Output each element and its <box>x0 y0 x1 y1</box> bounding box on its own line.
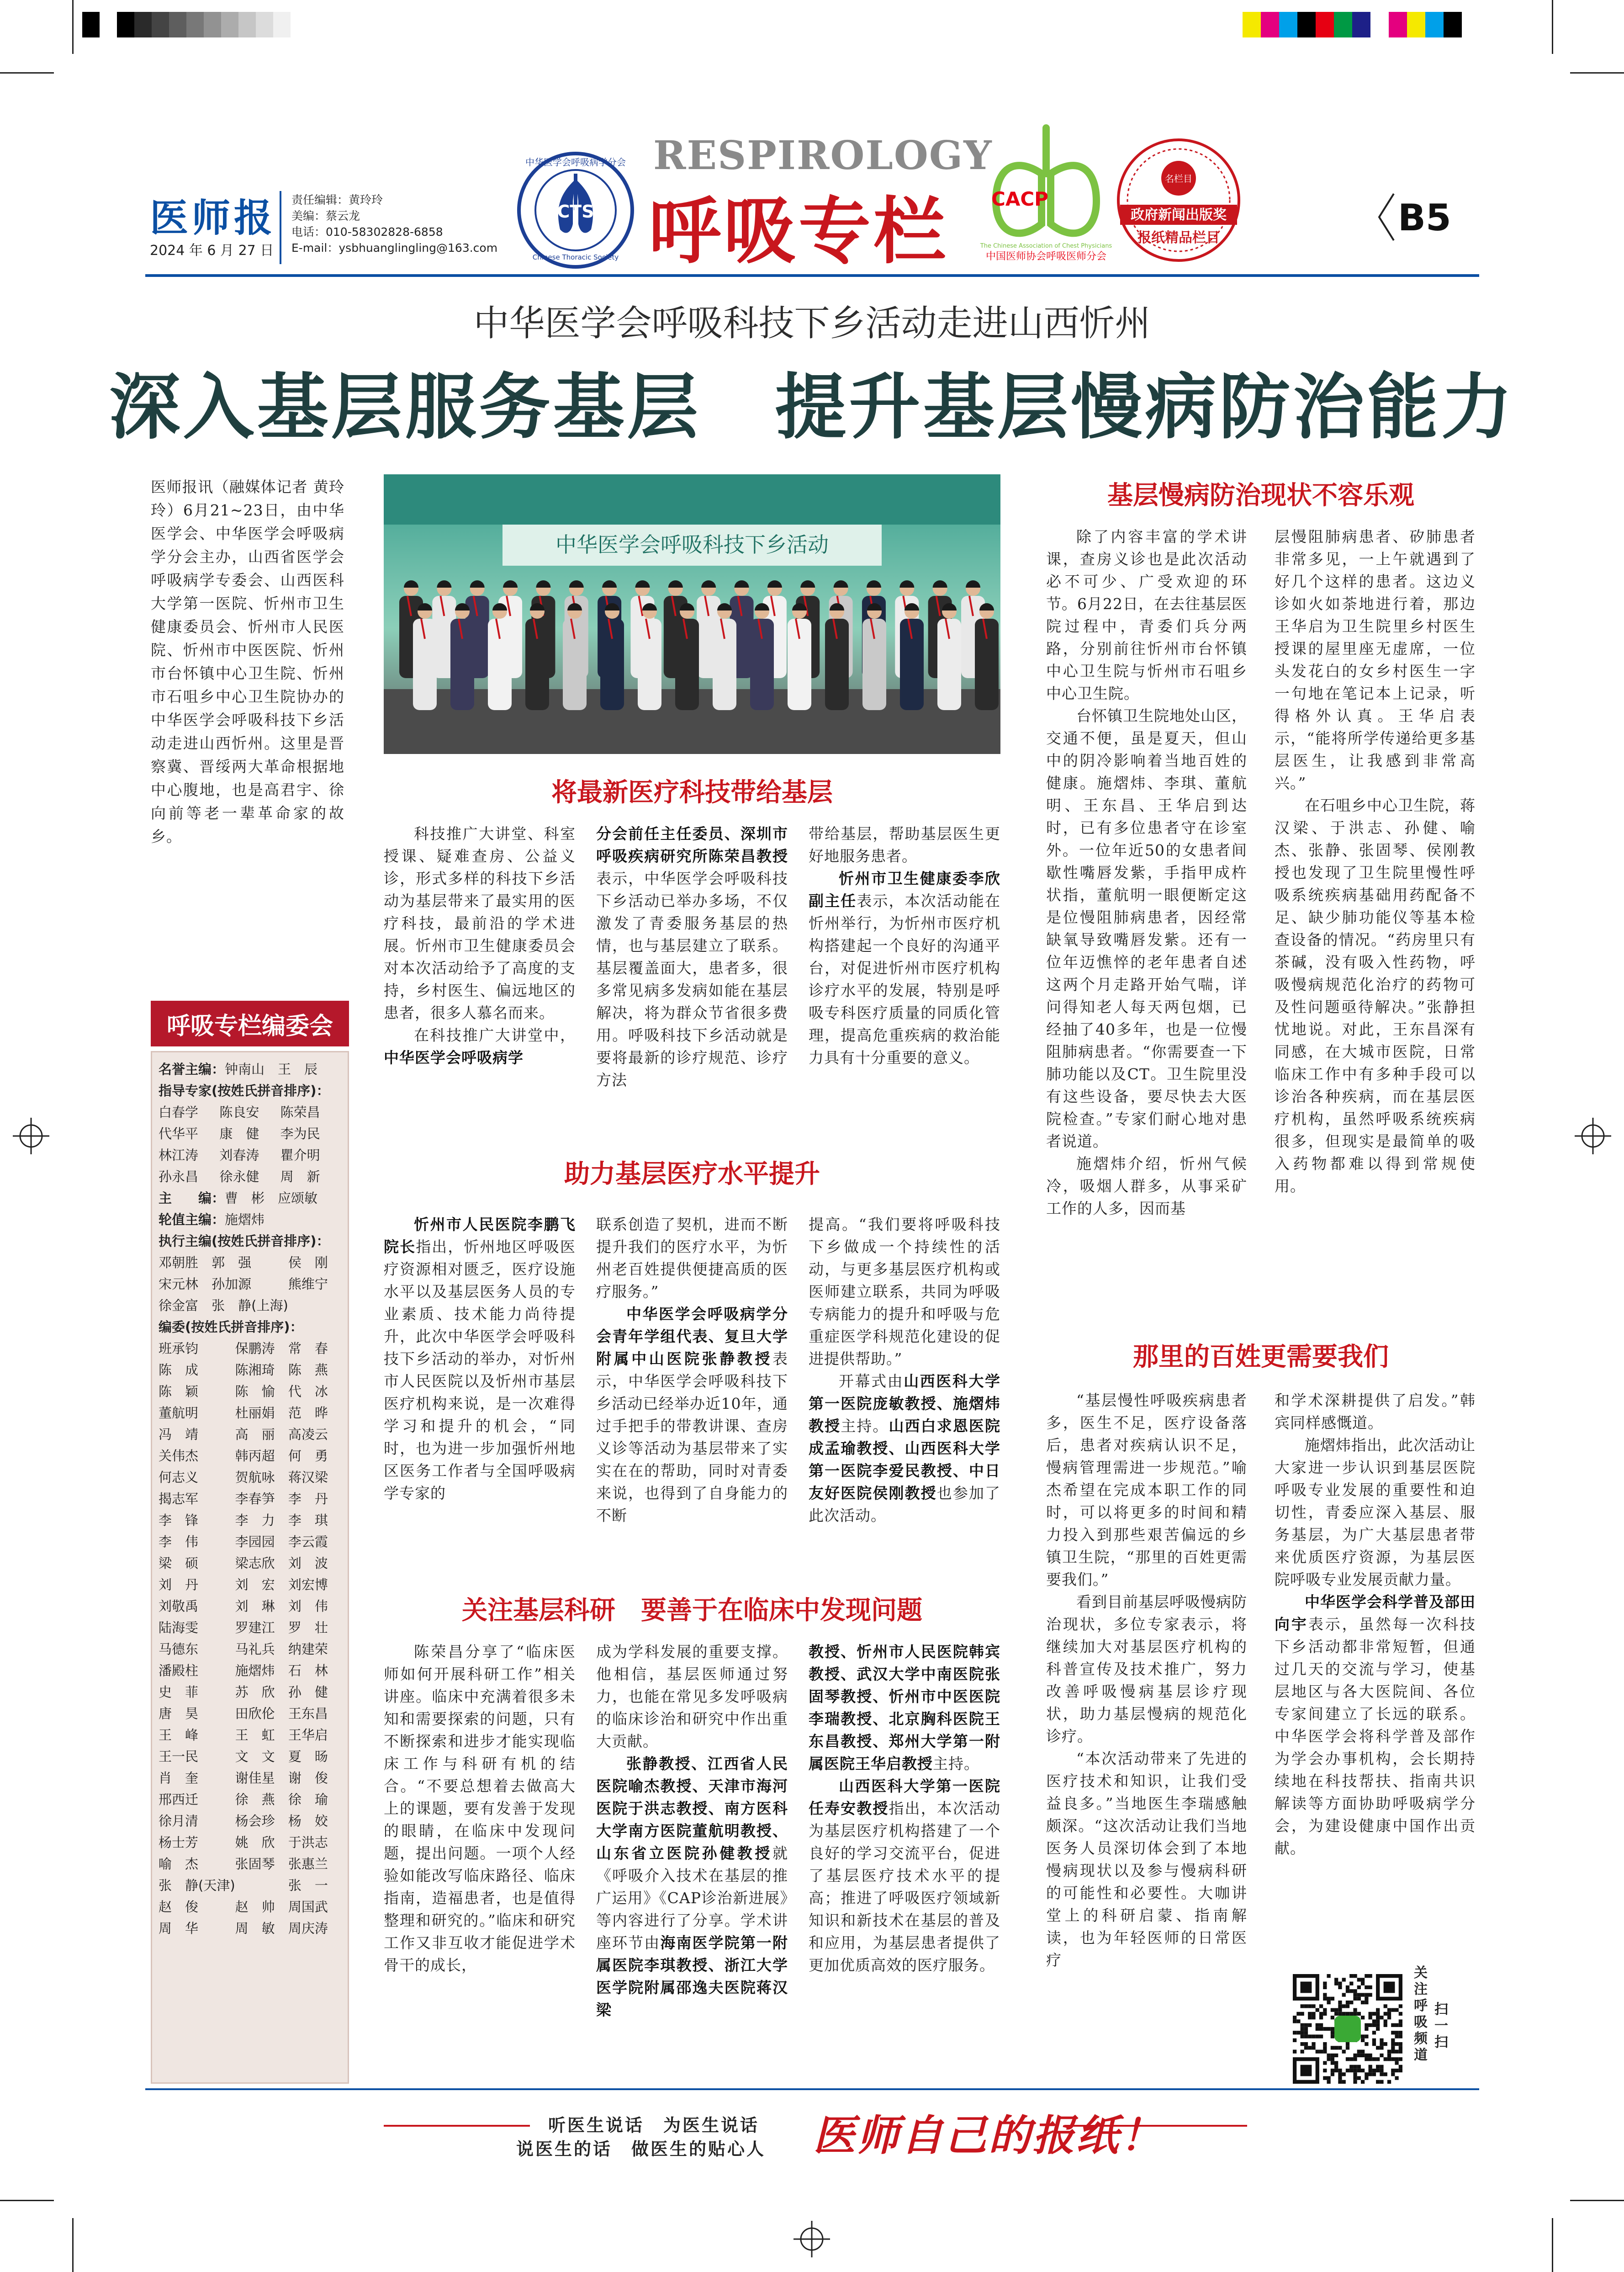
board-member-name: 代华平 <box>159 1126 199 1141</box>
article-subhead: 中华医学会呼吸科技下乡活动走进山西忻州 <box>473 303 1151 344</box>
board-member-name <box>235 1875 288 1896</box>
board-member-name: 张惠兰 <box>288 1856 328 1872</box>
footer-slogan-line1: 听医生说话 为医生说话 <box>548 2115 760 2135</box>
board-member-name: 文 文 <box>235 1749 275 1764</box>
article-column <box>1046 1389 1247 1971</box>
section-heading: 关注基层科研 要善于在临床中发现问题 <box>462 1595 922 1625</box>
board-member-name: 徐 瑜 <box>288 1792 328 1807</box>
board-member-name: 李 锋 <box>159 1513 199 1528</box>
board-names: 施熠炜 <box>225 1212 265 1227</box>
board-member-name: 董航明 <box>159 1405 199 1421</box>
registration-target <box>13 1118 49 1154</box>
board-member-name: 李为民 <box>280 1126 320 1141</box>
board-member-name: 熊维宁 <box>288 1276 328 1292</box>
header-rule <box>145 274 1479 277</box>
crop-mark <box>72 2218 74 2272</box>
board-member-name: 张 一 <box>288 1878 328 1893</box>
board-member-name: 施熠炜 <box>235 1663 275 1678</box>
board-member-name: 范 晔 <box>288 1405 328 1421</box>
editorial-board <box>151 1051 349 2084</box>
qr-caption: 关注呼吸频道 <box>1414 1965 1428 2063</box>
bold-text: 山西医科大学第一医院任寿安教授 <box>809 1777 1000 1817</box>
board-member-name: 刘春涛 <box>219 1147 259 1163</box>
board-member-name: 梁志欣 <box>235 1555 275 1571</box>
board-member-name: 苏 欣 <box>235 1684 275 1700</box>
board-member-name: 贺航咏 <box>235 1470 275 1485</box>
board-member-name: 邢西迁 <box>159 1792 199 1807</box>
page-number: B5 <box>1398 196 1451 239</box>
column-title: 呼吸专栏 <box>649 189 948 274</box>
board-role-label: 主 编： <box>159 1190 225 1206</box>
paragraph: 和学术深耕提供了启发。”韩宾同样感慨道。 <box>1275 1391 1476 1432</box>
crop-mark <box>1552 2218 1553 2272</box>
bold-text: 教授、忻州市人民医院韩宾教授、武汉大学中南医院张固琴教授、忻州市中医医院李瑞教授、北京胸科医院王东昌教授、郑州大学第一附属医院王华启教授 <box>809 1643 1000 1773</box>
bold-text: 中华医学会呼吸病学分会青年学组代表、复旦大学附属中山医院张静教授 <box>596 1305 788 1368</box>
board-member-name: 周 敏 <box>235 1921 275 1936</box>
board-member-name: 杨会珍 <box>235 1813 275 1829</box>
crop-mark <box>72 0 74 54</box>
board-member-name: 刘 琳 <box>235 1598 275 1614</box>
bold-text: 海南医学院第一附属医院李琪教授、浙江大学医学院附属邵逸夫医院蒋汉梁 <box>596 1934 788 2019</box>
footer-slogan: 医师自己的报纸！ <box>813 2111 1164 2160</box>
board-member-name <box>288 1295 341 1316</box>
board-role-label: 指导专家(按姓氏拼音排序)： <box>159 1083 330 1099</box>
paragraph-text: 也参加了此次活动。 <box>809 1484 1001 1524</box>
editor-info <box>291 192 497 256</box>
board-member-name: 马德东 <box>159 1641 199 1657</box>
cts-logo-icon <box>516 151 635 270</box>
paragraph: 台怀镇卫生院地处山区，交通不便，虽是夏天，但山中的阴冷影响着当地百姓的健康。施熠炜、李琪、董航明、王东昌、王华启到达时，已有多位患者守在诊室外。一位年近50的女患者间歇性嘴唇发紫，手指甲成杵状指，董航明一眼便断定这是位慢阻肺病患者，因经常缺氧导致嘴唇发紫。还有一位年迈憔悴的老年患者自述这两个月走路开始气喘，详问得知老人每天两包烟，已经抽了40多年，也是一位慢阻肺病患者。“你需要查一下肺功能以及CT。卫生院里没有这些设备，要尽快去大医院检查。”专家们耐心地对患者说道。 <box>1046 707 1247 1150</box>
board-member-name: 罗建江 <box>235 1620 275 1635</box>
cts-label: CTS <box>557 202 594 222</box>
board-member-name: 李园园 <box>235 1534 275 1550</box>
article-column <box>1046 526 1247 1220</box>
board-member-name: 侯 刚 <box>288 1255 328 1270</box>
board-member-name: 刘 丹 <box>159 1577 199 1593</box>
board-member-name: 刘宏博 <box>288 1577 328 1593</box>
registration-target <box>793 2221 830 2257</box>
masthead-divider <box>280 191 281 264</box>
paragraph <box>596 823 788 1091</box>
phone-line: 电话：010-58302828-6858 <box>291 225 443 239</box>
board-member-name: 徐永健 <box>219 1169 259 1184</box>
board-member-name: 李 伟 <box>159 1534 199 1550</box>
article-column <box>1275 1389 1476 1859</box>
board-member-name: 石 林 <box>288 1663 328 1678</box>
footer-ornament <box>384 2125 530 2127</box>
paragraph <box>596 1752 788 2021</box>
footer-slogan-line2: 说医生的话 做医生的贴心人 <box>516 2139 766 2159</box>
cacp-logo-icon <box>978 119 1115 265</box>
board-member-name: 于洪志 <box>288 1835 328 1850</box>
bold-text: 中华医学会呼吸病学 <box>384 1049 524 1067</box>
board-member-name: 关伟杰 <box>159 1448 199 1464</box>
footer-rule <box>145 2088 1479 2090</box>
board-member-name: 梁 硕 <box>159 1555 199 1571</box>
paragraph-text: 表示，中华医学会呼吸科技下乡活动已举办多场，不仅激发了青委服务基层的热情，也与基层建立了联系。基层覆盖面大，患者多，很多常见病多发病如能在基层解决，将为群众节省很多费用。呼吸科技下乡活动就是要将最新的诊疗规范、诊疗方法 <box>596 870 788 1089</box>
paragraph: 陈荣昌分享了“临床医师如何开展科研工作”相关讲座。临床中充满着很多未知和需要探索的问题，只有不断探索和进步才能实现临床工作与科研有机的结合。“不要总想着去做高大上的课题，要有发善于发现的眼睛，在临床中发现问题，提出问题。一项个人经验如能改写临床路径、临床指南，造福患者，也是值得整理和研究的。”临床和研究工作又非互收才能促进学术骨干的成长， <box>384 1643 576 1974</box>
board-member-name: 李 琪 <box>288 1513 328 1528</box>
board-member-name: 张 静(天津) <box>159 1878 235 1893</box>
paragraph-text: 开幕式由 <box>839 1372 904 1390</box>
paragraph: 在石咀乡中心卫生院，蒋汉梁、于洪志、孙健、喻杰、张静、张固琴、侯刚教授也发现了卫生院里慢性呼吸系统疾病基础用药配备不足、缺少肺功能仪等基本检查设备的情况。“药房里只有茶碱，没有吸入性药物，呼吸慢病规范化治疗的药物可及性问题亟待解决。”张静担忧地说。对此，王东昌深有同感，在大城市医院，日常临床工作中有多种手段可以诊治各种疾病，而在基层医疗机构，虽然呼吸系统疾病很多，但现实是最简单的吸入药物都难以得到常规使用。 <box>1275 796 1476 1195</box>
registration-bar-left <box>82 12 291 37</box>
crop-mark <box>1570 72 1624 74</box>
board-member-name: 周 新 <box>280 1169 320 1184</box>
section-heading: 基层慢病防治现状不容乐观 <box>1107 480 1414 510</box>
board-member-name: 王 峰 <box>159 1727 199 1743</box>
paragraph-text: 表示，虽然每一次科技下乡活动都非常短暂，但通过几天的交流与学习，使基层地区与各大医院间、各位专家间建立了长远的联系。中华医学会将科学普及部作为学会办事机构，会长期持续地在科技帮扶、指南共识解读等方面协助呼吸病学分会，为建设健康中国作出贡献。 <box>1275 1615 1476 1857</box>
award-line2: 报纸精品栏目 <box>1137 230 1220 246</box>
article-column <box>384 1640 576 1976</box>
paragraph-text: 指出，本次活动为基层医疗机构搭建了一个良好的学习交流平台，促进了基层医疗技术水平的提高；推进了呼吸医疗领域新知识和新技术在基层的普及和应用，为基层患者提供了更加优质高效的医疗服务。 <box>809 1800 1001 1974</box>
board-member-name: 罗 壮 <box>288 1620 328 1635</box>
award-line1: 政府新闻出版奖 <box>1131 207 1227 223</box>
board-member-name: 陈湘琦 <box>235 1362 275 1378</box>
award-seal-icon <box>1115 136 1243 264</box>
paragraph <box>384 1213 576 1504</box>
paragraph: 提高。“我们要将呼吸科技下乡做成一个持续性的活动，与更多基层医疗机构或医师建立联系，共同为呼吸专病能力的提升和呼吸与危重症医学科规范化建设的促进提供帮助。” <box>809 1216 1000 1368</box>
crop-mark <box>0 2200 54 2201</box>
board-member-name: 高凌云 <box>288 1427 328 1442</box>
newspaper-name: 医师报 <box>150 195 276 240</box>
board-member-name: 孙加源 <box>212 1276 252 1292</box>
board-member-name: 刘 伟 <box>288 1598 328 1614</box>
paragraph-text: 表示，本次活动能在忻州举行，为忻州市医疗机构搭建起一个良好的沟通平台，对促进忻州市医疗机构诊疗水平的发展，特别是呼吸专科医疗质量的同质化管理，提高危重疾病的救治能力具有十分重要的意义。 <box>809 892 1001 1067</box>
board-names: 钟南山 王 辰 <box>225 1062 318 1077</box>
email-line: E-mail：ysbhuanglingling@163.com <box>291 241 498 255</box>
board-member-name: 瞿介明 <box>280 1147 320 1163</box>
article-column <box>384 823 576 1069</box>
board-name-grid <box>159 1102 341 1188</box>
board-member-name: 徐金富 <box>159 1298 199 1313</box>
board-role-label: 执行主编(按姓氏拼音排序)： <box>159 1233 330 1249</box>
chevron-left-icon <box>1377 192 1396 242</box>
paragraph: 科技推广大讲堂、科室授课、疑难查房、公益义诊，形式多样的科技下乡活动为基层带来了最实用的医疗科技，最前沿的学术进展。忻州市卫生健康委员会对本次活动给予了高度的支持，乡村医生、偏远地区的患者，很多人慕名而来。 <box>384 825 576 1022</box>
board-member-name: 张固琴 <box>235 1856 275 1872</box>
bold-text: 分会前任主任委员、深圳市呼吸疾病研究所陈荣昌教授 <box>596 825 788 865</box>
designer-line: 美编：蔡云龙 <box>291 209 360 223</box>
board-member-name: 马礼兵 <box>235 1641 275 1657</box>
board-member-name: 王一民 <box>159 1749 199 1764</box>
paragraph: 成为学科发展的重要支撑。他相信，基层医师通过努力，也能在常见多发呼吸病的临床诊治和研究中作出重大贡献。 <box>596 1643 788 1750</box>
board-member-name: 史 菲 <box>159 1684 199 1700</box>
bold-text: 山西医科大学第一医院庞敏教授、施熠炜教授 <box>809 1372 1001 1435</box>
cacp-label: CACP <box>991 188 1048 210</box>
section-heading: 助力基层医疗水平提升 <box>564 1159 820 1189</box>
board-member-name: 唐 昊 <box>159 1706 199 1721</box>
article-column <box>809 1640 1000 1976</box>
registration-bar-right <box>1243 12 1462 37</box>
board-member-name: 陆海雯 <box>159 1620 199 1635</box>
board-member-name: 何志义 <box>159 1470 199 1485</box>
board-name-grid <box>159 1338 341 1939</box>
board-member-name: 李 丹 <box>288 1491 328 1507</box>
column-english-title: RESPIROLOGY <box>653 133 993 179</box>
article-column <box>384 1213 576 1504</box>
crop-mark <box>1552 0 1553 54</box>
section-heading: 将最新医疗科技带给基层 <box>551 777 833 807</box>
article-column <box>596 1213 788 1527</box>
paragraph <box>809 867 1000 1069</box>
article-column <box>809 1213 1000 1527</box>
paragraph: “基层慢性呼吸疾病患者多，医生不足，医疗设备落后，患者对疾病认识不足，慢病管理需进一步规范。”喻杰希望在完成本职工作的同时，可以将更多的时间和精力投入到那些艰苦偏远的乡镇卫生院，“那里的百姓更需要我们。” <box>1046 1391 1247 1588</box>
board-member-name: 周庆涛 <box>288 1921 328 1936</box>
paragraph-text: 就《呼吸介入技术在基层的推广运用》《CAP诊治新进展》等内容进行了分享。学术讲座环节由 <box>596 1844 788 1952</box>
board-member-name: 李春笋 <box>235 1491 275 1507</box>
article-headline: 深入基层服务基层 提升基层慢病防治能力 <box>109 365 1515 449</box>
board-member-name: 刘敬禹 <box>159 1598 199 1614</box>
qr-code-icon[interactable] <box>1293 1974 1402 2084</box>
paragraph: “本次活动带来了先进的医疗技术和知识，让我们受益良多。”当地医生李瑞感触颇深。“这次活动让我们当地医务人员深切体会到了本地慢病现状以及参与慢病科研的可能性和必要性。大咖讲堂上的科研启蒙、指南解读，也为年轻医师的日常医疗 <box>1046 1750 1247 1969</box>
editorial-board-title: 呼吸专栏编委会 <box>151 1001 349 1046</box>
photo-banner-text: 中华医学会呼吸科技下乡活动 <box>555 532 829 557</box>
article-lead: 医师报讯（融媒体记者 黄玲玲）6月21~23日，由中华医学会、中华医学会呼吸病学分会主办，山西省医学会呼吸病学专委会、山西医科大学第一医院、忻州市卫生健康委员会、忻州市人民医院、忻州市中医医院、忻州市台怀镇中心卫生院、忻州市石咀乡中心卫生院协办的中华医学会呼吸科技下乡活动走进山西忻州。这里是晋察冀、晋绥两大革命根据地中心腹地，也是高君宇、徐向前等老一辈革命家的故乡。 <box>151 478 344 845</box>
board-member-name: 谢 俊 <box>288 1770 328 1786</box>
board-member-name: 杨士芳 <box>159 1835 199 1850</box>
board-member-name: 高 丽 <box>235 1427 275 1442</box>
paragraph: 看到目前基层呼吸慢病防治现状，多位专家表示，将继续加大对基层医疗机构的科普宣传及技术推广，努力改善呼吸慢病基层诊疗现状，助力基层慢病的规范化诊疗。 <box>1046 1593 1247 1745</box>
board-member-name: 揭志军 <box>159 1491 199 1507</box>
bold-text: 中华医学会科学普及部田向宇 <box>1275 1593 1476 1633</box>
board-member-name: 宋元林 <box>159 1276 199 1292</box>
board-member-name: 姚 欣 <box>235 1835 275 1850</box>
board-member-name: 赵 帅 <box>235 1899 275 1915</box>
board-member-name: 孙永昌 <box>159 1169 199 1184</box>
bold-text: 忻州市人民医院李鹏飞院长 <box>384 1216 576 1256</box>
cts-english: Chinese Thoracic Society <box>532 253 619 261</box>
board-member-name: 常 春 <box>288 1341 328 1356</box>
board-member-name: 潘殿柱 <box>159 1663 199 1678</box>
paragraph-text: 指出，忻州地区呼吸医疗资源相对匮乏，医疗设施水平以及基层医务人员的专业素质、技术能力尚待提升，此次中华医学会呼吸科技下乡活动的举办，对忻州市人民医院以及忻州市基层医疗机构来说，是一次难得学习和提升的机会，“同时，也为进一步加强忻州地区医务工作者与全国呼吸病学专家的 <box>384 1238 576 1502</box>
crop-mark <box>0 72 54 74</box>
board-member-name: 蒋汉梁 <box>288 1470 328 1485</box>
board-role-label: 名誉主编： <box>159 1062 225 1077</box>
paragraph: 施熠炜指出，此次活动让大家进一步认识到基层医院呼吸专业发展的重要性和迫切性，青委应深入基层、服务基层，为广大基层患者带来优质医疗资源，为基层医院呼吸专业发展贡献力量。 <box>1275 1436 1476 1588</box>
paragraph: 联系创造了契机，进而不断提升我们的医疗水平，为忻州老百姓提供便捷高质的医疗服务。” <box>596 1216 788 1301</box>
group-photo <box>384 474 1000 754</box>
board-member-name: 陈 愉 <box>235 1384 275 1399</box>
qr-scan-label: 扫一扫 <box>1434 2001 1448 2050</box>
board-member-name: 喻 杰 <box>159 1856 199 1872</box>
board-member-name: 周国武 <box>288 1899 328 1915</box>
board-member-name: 杨 姣 <box>288 1813 328 1829</box>
bold-text: 忻州市卫生健康委李欣副主任 <box>809 870 1000 910</box>
board-member-name: 陈 颖 <box>159 1384 199 1399</box>
board-member-name: 陈荣昌 <box>280 1104 320 1120</box>
board-member-name: 陈良安 <box>219 1104 259 1120</box>
paragraph: 层慢阻肺病患者、矽肺患者非常多见，一上午就遇到了好几个这样的患者。这边义诊如火如荼地进行着，那边王华启为卫生院里乡村医生授课的屋里座无虚席，一位头发花白的女乡村医生一字一句地在笔记本上记录，听得格外认真。王华启表示，“能将所学传递给更多基层医生，让我感到非常高兴。” <box>1275 528 1476 792</box>
board-member-name: 徐 燕 <box>235 1792 275 1807</box>
board-member-name: 田欣伦 <box>235 1706 275 1721</box>
board-member-name: 王东昌 <box>288 1706 328 1721</box>
board-member-name: 代 冰 <box>288 1384 328 1399</box>
board-member-name: 白春学 <box>159 1104 199 1120</box>
board-member-name: 保鹏涛 <box>235 1341 275 1356</box>
board-member-name: 何 勇 <box>288 1448 328 1464</box>
board-member-name: 张 静(上海) <box>212 1298 288 1313</box>
board-role-label: 轮值主编： <box>159 1212 225 1227</box>
board-member-name: 李 力 <box>235 1513 275 1528</box>
paragraph-text: 主持。 <box>933 1755 979 1773</box>
article-column <box>596 823 788 1091</box>
board-member-name: 王 虹 <box>235 1727 275 1743</box>
paragraph <box>809 1370 1000 1527</box>
board-member-name: 周 华 <box>159 1921 199 1936</box>
cts-ring-text: 中华医学会呼吸病学分会 <box>525 157 626 168</box>
board-member-name: 班承钧 <box>159 1341 199 1356</box>
paragraph <box>809 1640 1000 1775</box>
paragraph-text: 表示，中华医学会呼吸科技下乡活动已经举办近10年，通过手把手的带教讲课、查房义诊等活动为基层带来了实实在在的帮助，同时对青委来说，也得到了自身能力的不断 <box>596 1350 788 1524</box>
board-member-name: 康 健 <box>219 1126 259 1141</box>
board-member-name: 邓朝胜 <box>159 1255 199 1270</box>
board-member-name: 孙 健 <box>288 1684 328 1700</box>
issue-date: 2024 年 6 月 27 日 <box>150 243 274 259</box>
board-member-name: 陈 成 <box>159 1362 199 1378</box>
paragraph <box>384 1024 576 1069</box>
paragraph <box>809 1775 1000 1976</box>
board-member-name: 夏 旸 <box>288 1749 328 1764</box>
board-member-name: 纳建荣 <box>288 1641 328 1657</box>
board-member-name: 刘 波 <box>288 1555 328 1571</box>
registration-target <box>1575 1118 1611 1154</box>
paragraph-text: 在科技推广大讲堂中， <box>414 1026 576 1044</box>
board-member-name: 徐月清 <box>159 1813 199 1829</box>
board-names: 曹 彬 应颂敏 <box>225 1190 318 1206</box>
board-member-name: 谢佳星 <box>235 1770 275 1786</box>
paragraph <box>1275 1591 1476 1859</box>
board-member-name: 冯 靖 <box>159 1427 199 1442</box>
board-member-name: 陈 燕 <box>288 1362 328 1378</box>
paragraph: 施熠炜介绍，忻州气候冷，吸烟人群多，从事采矿工作的人多，因而基 <box>1046 1155 1247 1217</box>
article-column <box>1275 526 1476 1197</box>
article-column <box>596 1640 788 2021</box>
cacp-english: The Chinese Association of Chest Physicians <box>980 243 1112 249</box>
board-member-name: 李云霞 <box>288 1534 328 1550</box>
paragraph <box>596 1303 788 1527</box>
board-role-label: 编委(按姓氏拼音排序)： <box>159 1319 303 1335</box>
board-member-name: 肖 奎 <box>159 1770 199 1786</box>
paragraph: 除了内容丰富的学术讲课，查房义诊也是此次活动必不可少、广受欢迎的环节。6月22日，在去往基层医院过程中，青委们兵分两路，分别前往忻州市台怀镇中心卫生院与忻州市石咀乡中心卫生院。 <box>1046 528 1247 702</box>
article-column <box>809 823 1000 1069</box>
board-member-name: 赵 俊 <box>159 1899 199 1915</box>
board-member-name: 刘 宏 <box>235 1577 275 1593</box>
section-heading: 那里的百姓更需要我们 <box>1133 1342 1389 1372</box>
editor-line: 责任编辑：黄玲玲 <box>291 193 383 207</box>
crop-mark <box>1570 2200 1624 2201</box>
award-top: 名栏目 <box>1165 173 1192 184</box>
board-member-name: 王华启 <box>288 1727 328 1743</box>
board-name-grid <box>159 1252 341 1316</box>
cacp-name: 中国医师协会呼吸医师分会 <box>985 251 1107 262</box>
board-member-name: 杜丽娟 <box>235 1405 275 1421</box>
board-member-name: 郭 强 <box>212 1255 252 1270</box>
bold-text: 山西白求恩医院成孟瑜教授、山西医科大学第一医院李爱民教授、中日友好医院侯刚教授 <box>809 1417 1001 1502</box>
bold-text: 张静教授、江西省人民医院喻杰教授、天津市海河医院于洪志教授、南方医科大学南方医院董航明教授、山东省立医院孙健教授 <box>596 1755 788 1862</box>
board-member-name: 韩丙超 <box>235 1448 275 1464</box>
board-member-name: 林江涛 <box>159 1147 199 1163</box>
paragraph: 带给基层，帮助基层医生更好地服务患者。 <box>809 825 1000 865</box>
paragraph-text: 主持。 <box>841 1417 889 1435</box>
